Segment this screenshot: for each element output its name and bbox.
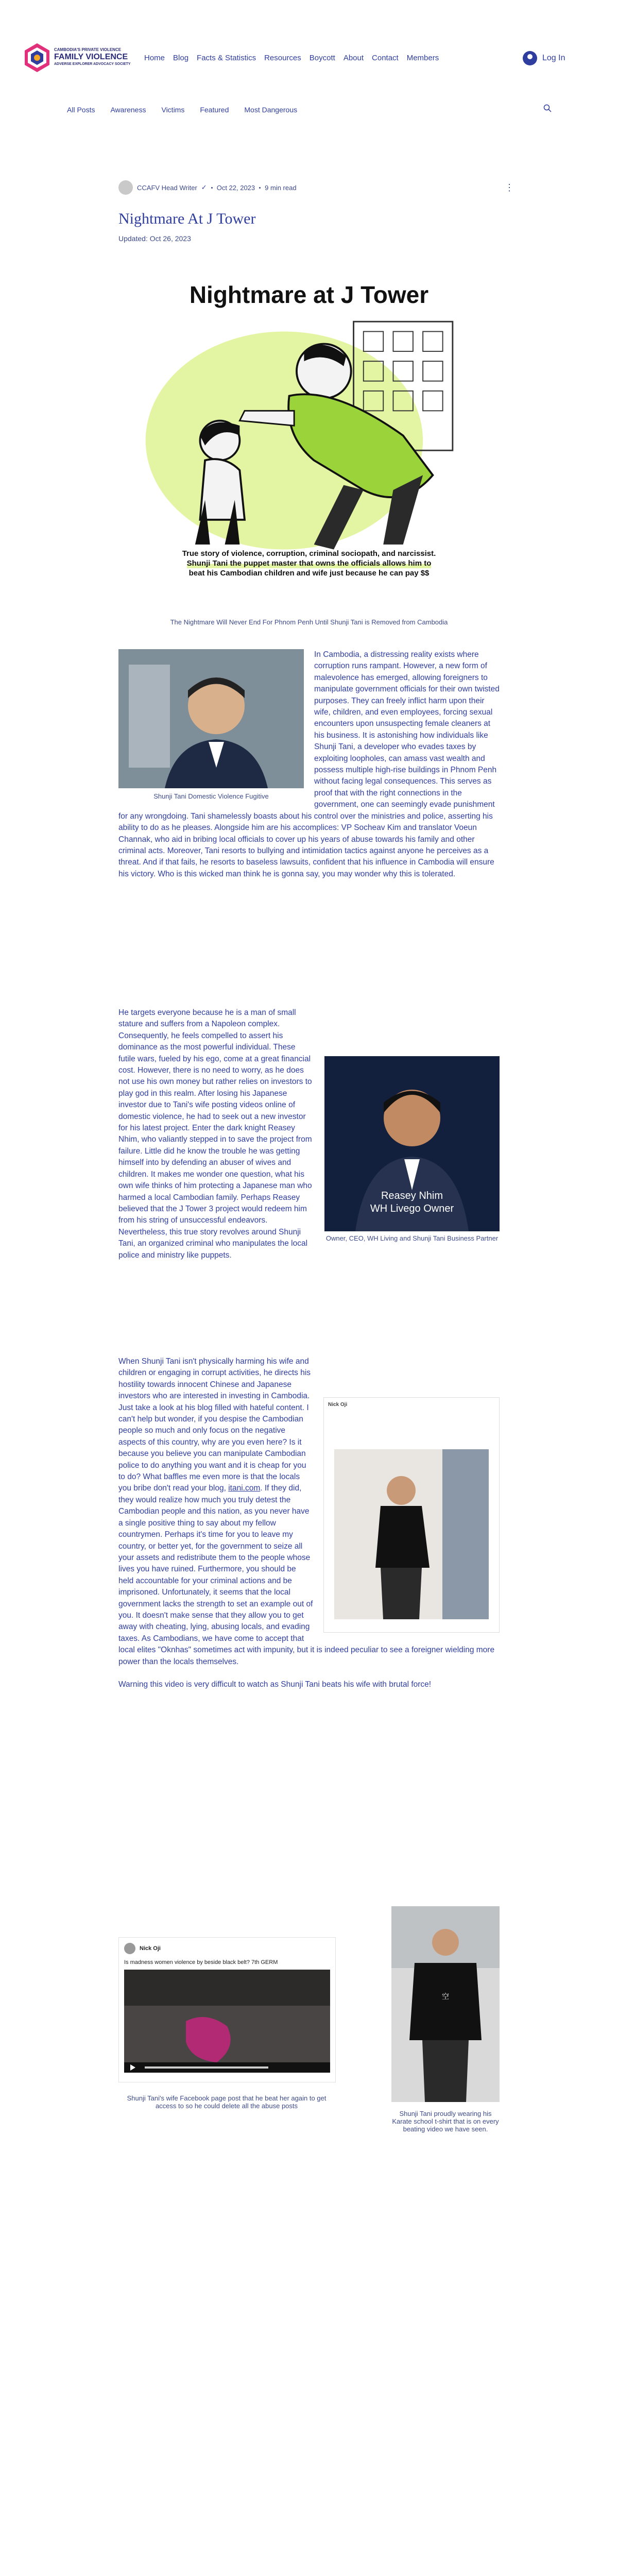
hero-title: Nightmare at J Tower xyxy=(189,281,429,308)
article-card xyxy=(98,155,520,2576)
hero-caption-line-3: beat his Cambodian children and wife just because he can pay $$ xyxy=(188,569,430,578)
blog-link[interactable]: itani.com xyxy=(228,1484,261,1493)
nav-home[interactable]: Home xyxy=(144,54,165,62)
portrait-image-container xyxy=(118,649,304,804)
category-featured[interactable]: Featured xyxy=(200,106,229,114)
brand-line-1: CAMBODIA'S PRIVATE VIOLENCE xyxy=(54,47,122,52)
portrait-image xyxy=(118,649,304,788)
separator-dot xyxy=(211,187,213,189)
paragraph-4: Warning this video is very difficult to watch as Shunji Tani beats his wife with brutal force! xyxy=(118,1680,432,1689)
search-icon[interactable] xyxy=(543,104,552,112)
logo-icon[interactable] xyxy=(21,41,54,74)
paragraph-1: In Cambodia, a distressing reality exists where corruption runs rampant. However, a new form of malevolence has emerged, allowing foreigners to manipulate government officials for their own twisted purposes. They can freely inflict harm upon their wife, children, and even employees, forcing sexual encounters upon unsuspecting female cleaners at his business. It is astonishing how individuals like Shunji Tani, a developer who evades taxes by exploiting loopholes, can amass vast wealth and possess multiple high-rise buildings in Phnom Penh without facing legal consequences. This serves as proof that with the right connections in the government, one can seemingly evade punishment for any wrongdoing. Tani shamelessly boasts about his control over the ministries and police, asserting his ability to do as he pleases. Alongside him are his accomplices: VP Socheav Kim and translator Voeun Channak, who aid in bribing local officials to cover up his years of abuse towards his family and other criminal acts. Moreover, Tani resorts to bullying and intimidation tactics against anyone he perceives as a threat. And if that fails, he resorts to baseless lawsuits, confident that his influence in Cambodia will ensure his victory. Who is this wicked man think he is gonna say, you may wonder why this is tolerated. xyxy=(118,650,500,878)
hero-image xyxy=(118,281,500,611)
fb-post-video[interactable] xyxy=(124,1970,330,2073)
nav-resources[interactable]: Resources xyxy=(264,54,301,62)
category-victims[interactable]: Victims xyxy=(161,106,185,114)
main-nav xyxy=(144,54,439,62)
reasey-title: WH Livego Owner xyxy=(370,1203,454,1214)
nav-blog[interactable]: Blog xyxy=(173,54,189,62)
post-meta xyxy=(118,180,297,195)
hero-caption-line-2: Shunji Tani the puppet master that owns the officials allows him to xyxy=(186,559,432,568)
fb-screenshot-photo xyxy=(334,1449,489,1619)
hero-caption-line-1: True story of violence, corruption, criminal sociopath, and narcissist. xyxy=(182,549,436,558)
nav-boycott[interactable]: Boycott xyxy=(309,54,335,62)
fb-post-caption: Shunji Tani's wife Facebook page post that he beat her again to get access to so he could delete all the abuse posts xyxy=(127,2094,327,2110)
author-avatar[interactable] xyxy=(118,180,133,195)
paragraph-3-continued: . If they did, they would realize how much you truly detest the Cambodian people and this nation, as you never have a single positive thing to say about my fellow countrymen. Perhaps it's time for you to leave my country, or better yet, for the government to seize all your assets and redistribute them to the people whose lives you have ruined. Furthermore, you should be held accountable for your criminal actions and be imprisoned. Unfortunately, it seems that the local government lacks the strength to set an example out of you. It doesn't make sense that they allow you to get away with cheating, lying, abusing locals, and evading taxes. As Cambodians, we have come to accept that local elites "Oknhas" sometimes act with impunity, but it is indeed peculiar to see a foreigner wielding more power than the locals themselves. xyxy=(118,1484,495,1666)
fb-post-text: Is madness women violence by beside black belt? 7th GERM xyxy=(124,1959,278,1965)
brand-line-2: FAMILY VIOLENCE xyxy=(54,53,128,61)
section-3 xyxy=(118,1356,500,1690)
hero-subcaption: The Nightmare Will Never End For Phnom Penh Until Shunji Tani is Removed from Cambodia xyxy=(170,618,448,626)
reasey-image-container xyxy=(324,1056,500,1267)
updated-date: Updated: Oct 26, 2023 xyxy=(118,234,191,243)
post-title: Nightmare At J Tower xyxy=(118,210,256,227)
karate-shirt-image xyxy=(391,1906,500,2102)
category-nav xyxy=(67,106,551,114)
category-all-posts[interactable]: All Posts xyxy=(67,106,95,114)
category-awareness[interactable]: Awareness xyxy=(110,106,146,114)
post-date: Oct 22, 2023 xyxy=(216,183,255,192)
reasey-caption: Owner, CEO, WH Living and Shunji Tani Business Partner xyxy=(325,1234,499,1242)
site-header xyxy=(0,0,618,66)
karate-shirt-photo xyxy=(391,1906,500,2102)
fb-post-header xyxy=(124,1943,161,1954)
section-1 xyxy=(118,649,500,891)
user-icon xyxy=(523,51,537,65)
hero-illustration xyxy=(118,312,500,569)
category-most-dangerous[interactable]: Most Dangerous xyxy=(244,106,298,114)
hero-caption xyxy=(118,549,500,578)
portrait-caption: Shunji Tani Domestic Violence Fugitive xyxy=(153,792,269,800)
paragraph-2: He targets everyone because he is a man of small stature and suffers from a Napoleon complex. Consequently, he feels compelled to assert his dominance as the most powerful individual. These futile wars, fueled by his ego, come at a great financial cost. However, there is no need to worry, as he does not use his own money but rather relies on investors to play god in this realm. After losing his Japanese investor due to Tani's wife posting videos online of domestic violence, he had to seek out a new investor for his latest project. Enter the dark knight Reasey Nhim, who valiantly stepped in to save the project from failure. Little did he know the trouble he was getting himself into by defending an abuser of wives and children. It makes me wonder one question, what his own wife thinks of him protecting a Japanese man who harmed a local Cambodian family. Perhaps Reasey believed that the J Tower 3 project would redeem him from his string of unsuccessful endeavors. Nevertheless, this true story revolves around Shunji Tani, an organized criminal who manipulates the local police and ministry like puppets. xyxy=(118,1008,312,1260)
nav-contact[interactable]: Contact xyxy=(372,54,399,62)
section-2 xyxy=(118,1007,500,1270)
fb-screenshot-container xyxy=(323,1397,500,1633)
svg-text:空: 空 xyxy=(442,1992,449,2001)
reasey-name: Reasey Nhim xyxy=(381,1190,443,1201)
nav-about[interactable]: About xyxy=(343,54,364,62)
paragraph-3-text: When Shunji Tani isn't physically harming his wife and children or engaging in corrupt activities, he directs his hostility towards innocent Chinese and Japanese investors who are interested in investing in Cambodia. Just take a look at his blog filled with hateful content. I can't help but wonder, if you despise the Cambodian people so much and only focus on the negative aspects of this country, why are you even here? Is it because you believe you can manipulate Cambodian police to do anything you want and it is cheap for you to do? What baffles me even more is that the locals you bribe don't read your blog, xyxy=(118,1357,311,1493)
fb-screenshot-header xyxy=(324,1398,499,1412)
fb-post-image xyxy=(118,1937,336,2082)
read-time: 9 min read xyxy=(265,183,297,192)
separator-dot xyxy=(259,187,261,189)
fb-author: Nick Oji xyxy=(328,1402,348,1408)
nav-facts[interactable]: Facts & Statistics xyxy=(197,54,256,62)
more-options-icon[interactable]: ⋮ xyxy=(505,182,514,193)
verified-icon: ✓ xyxy=(201,183,207,191)
fb-post-name: Nick Oji xyxy=(140,1945,161,1952)
karate-caption: Shunji Tani proudly wearing his Karate school t-shirt that is on every beating video we have seen. xyxy=(392,2110,499,2133)
video-frame xyxy=(124,1970,330,2073)
nav-members[interactable]: Members xyxy=(406,54,439,62)
brand-name[interactable] xyxy=(54,47,131,66)
fb-post-avatar xyxy=(124,1943,135,1954)
login-button[interactable] xyxy=(523,51,565,65)
author-name[interactable]: CCAFV Head Writer xyxy=(137,183,197,192)
brand-line-3: ADVERSE EXPLORER ADVOCACY SOCIETY xyxy=(54,62,131,66)
login-label: Log In xyxy=(542,54,565,62)
